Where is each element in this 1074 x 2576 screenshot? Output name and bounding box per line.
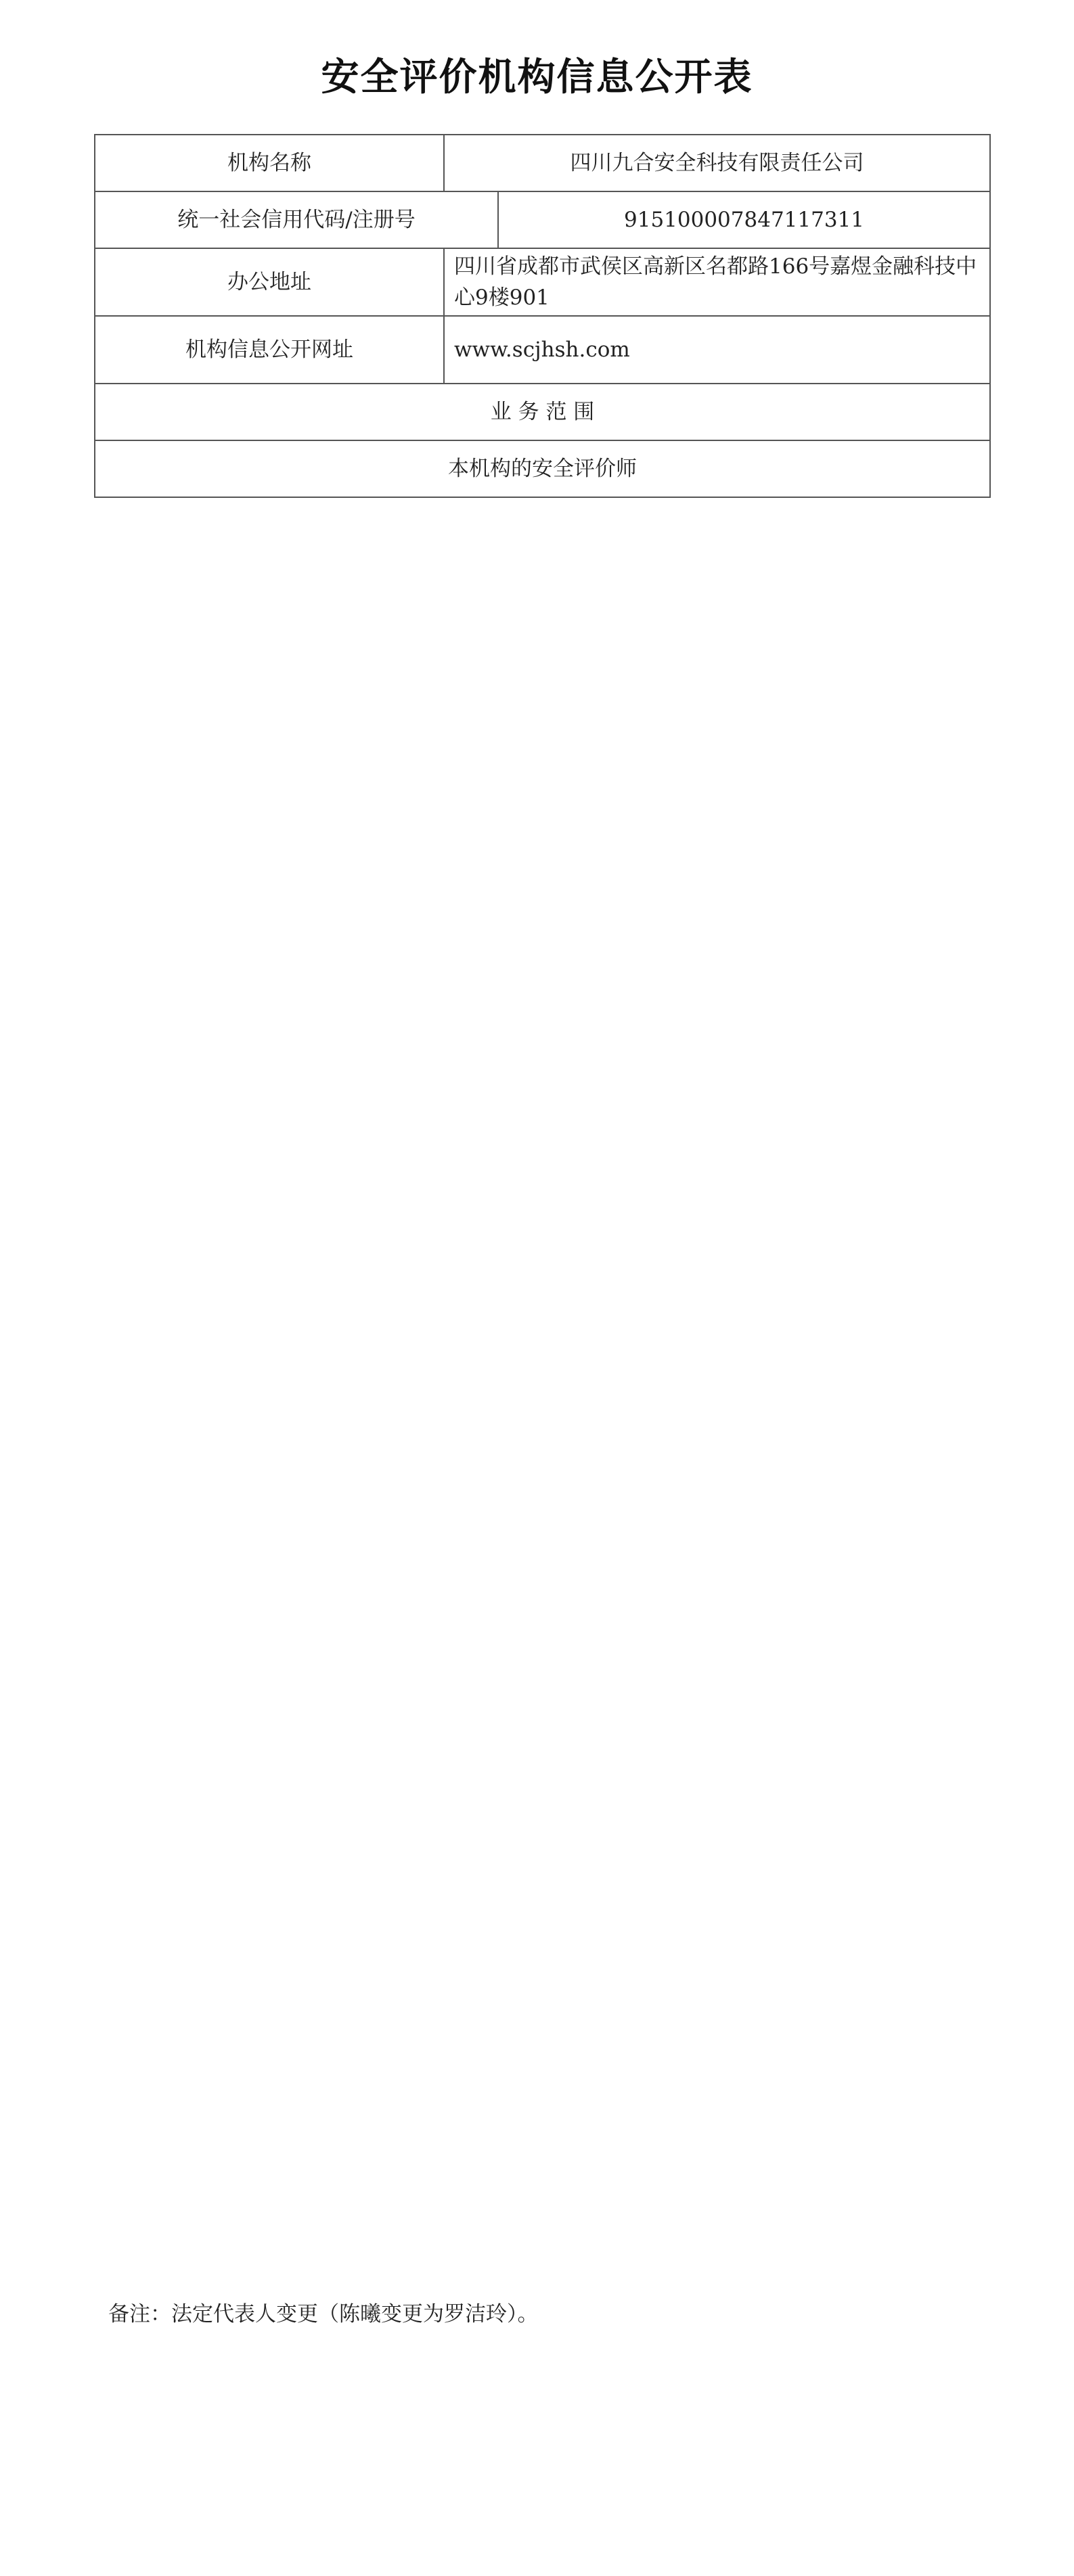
address-label: 办公地址 <box>95 248 444 316</box>
remark: 备注：法定代表人变更（陈曦变更为罗洁玲）。 <box>108 2302 539 2326</box>
credit-code: 915100007847117311 <box>498 191 990 248</box>
scope-header: 业 务 范 围 <box>95 384 990 440</box>
website: www.scjhsh.com <box>444 316 990 384</box>
org-name-label: 机构名称 <box>95 135 444 191</box>
info-table-page1 <box>94 134 991 498</box>
website-label: 机构信息公开网址 <box>95 316 444 384</box>
page2-placeholder <box>94 1319 989 1320</box>
address: 四川省成都市武侯区高新区名都路166号嘉煜金融科技中心9楼901 <box>444 248 990 316</box>
evaluators-header: 本机构的安全评价师 <box>95 440 990 497</box>
page-title: 安全评价机构信息公开表 <box>321 55 753 99</box>
credit-code-label: 统一社会信用代码/注册号 <box>95 191 498 248</box>
org-name: 四川九合安全科技有限责任公司 <box>444 135 990 191</box>
